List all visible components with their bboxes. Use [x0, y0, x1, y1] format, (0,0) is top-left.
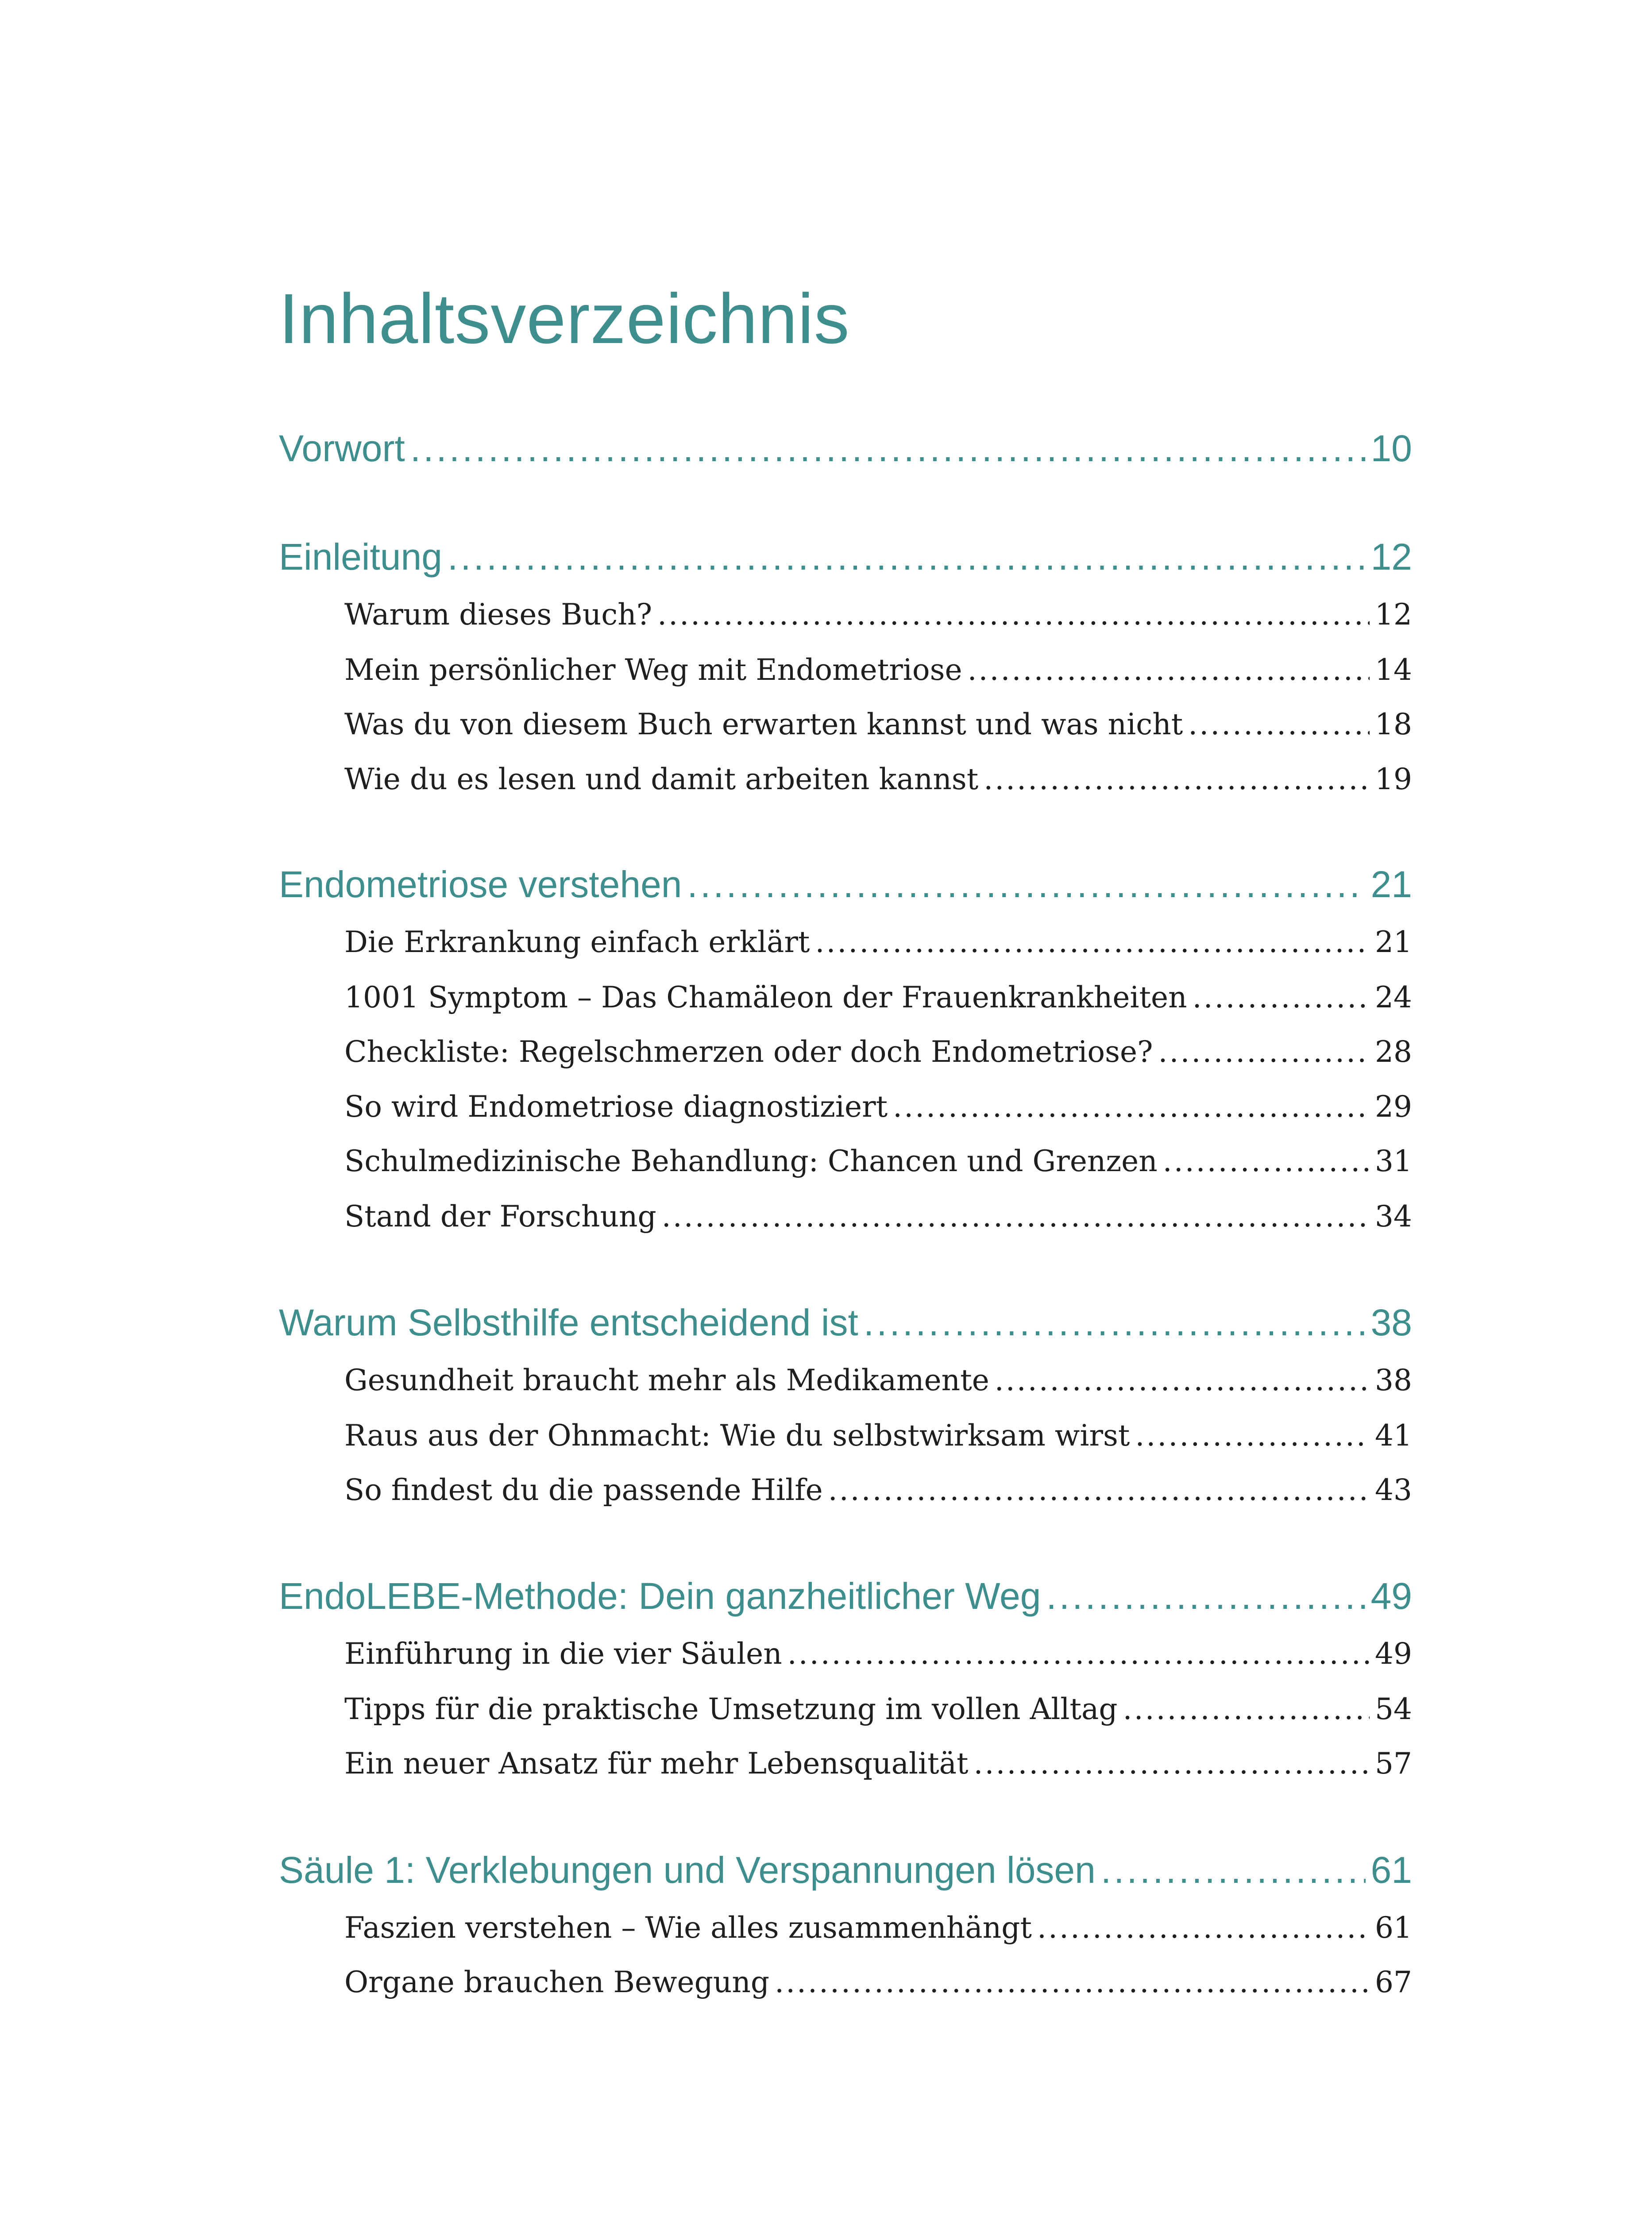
- dot-leader: [864, 1301, 1366, 1344]
- section-title: Ein neuer Ansatz für mehr Lebensqualität: [344, 1746, 969, 1781]
- section-title: 1001 Symptom – Das Chamäleon der Frauenkrankheiten: [344, 980, 1187, 1014]
- section-title: Checkliste: Regelschmerzen oder doch Endometriose?: [344, 1035, 1153, 1069]
- dot-leader: [662, 1199, 1370, 1234]
- section-page-number: 49: [1375, 1637, 1412, 1671]
- section-title: Was du von diesem Buch erwarten kannst und was nicht: [344, 707, 1183, 741]
- section-title: Tipps für die praktische Umsetzung im vollen Alltag: [344, 1692, 1118, 1726]
- toc-section[interactable]: [344, 1473, 1412, 1507]
- dot-leader: [893, 1090, 1370, 1124]
- section-title: Organe brauchen Bewegung: [344, 1965, 770, 1999]
- dot-leader: [828, 1473, 1370, 1507]
- dot-leader: [984, 762, 1370, 796]
- chapter-page-number: 12: [1370, 536, 1412, 578]
- dot-leader: [1046, 1575, 1365, 1618]
- dot-leader: [410, 427, 1366, 470]
- toc-section[interactable]: [344, 1692, 1412, 1726]
- toc-chapter[interactable]: [279, 536, 1412, 578]
- section-page-number: 57: [1375, 1746, 1412, 1781]
- chapter-page-number: 61: [1370, 1849, 1412, 1891]
- toc-section[interactable]: [344, 653, 1412, 687]
- dot-leader: [995, 1363, 1370, 1397]
- toc-chapter[interactable]: [279, 863, 1412, 906]
- toc-section[interactable]: [344, 1419, 1412, 1453]
- toc-section[interactable]: [344, 1637, 1412, 1671]
- toc-chapter[interactable]: [279, 427, 1412, 470]
- toc-section[interactable]: [344, 1090, 1412, 1124]
- section-title: So wird Endometriose diagnostiziert: [344, 1090, 888, 1124]
- section-page-number: 41: [1375, 1419, 1412, 1453]
- section-title: Warum dieses Buch?: [344, 598, 652, 632]
- dot-leader: [1101, 1849, 1366, 1892]
- dot-leader: [1193, 980, 1370, 1014]
- toc-section[interactable]: [344, 1363, 1412, 1397]
- chapter-title: Säule 1: Verklebungen und Verspannungen lösen: [279, 1849, 1096, 1891]
- toc-section[interactable]: [344, 762, 1412, 796]
- section-page-number: 67: [1375, 1965, 1412, 1999]
- section-title: Mein persönlicher Weg mit Endometriose: [344, 653, 962, 687]
- toc-section[interactable]: [344, 1911, 1412, 1945]
- toc-chapter[interactable]: [279, 1301, 1412, 1344]
- chapter-title: EndoLEBE-Methode: Dein ganzheitlicher Weg: [279, 1575, 1041, 1617]
- section-page-number: 28: [1375, 1035, 1412, 1069]
- section-page-number: 24: [1375, 980, 1412, 1014]
- dot-leader: [787, 1637, 1370, 1671]
- section-title: Einführung in die vier Säulen: [344, 1637, 782, 1671]
- dot-leader: [775, 1965, 1370, 1999]
- dot-leader: [968, 653, 1370, 687]
- toc-section[interactable]: [344, 707, 1412, 741]
- dot-leader: [1123, 1692, 1370, 1726]
- section-page-number: 43: [1375, 1473, 1412, 1507]
- dot-leader: [687, 863, 1366, 906]
- toc-section[interactable]: [344, 1035, 1412, 1069]
- section-title: Raus aus der Ohnmacht: Wie du selbstwirksam wirst: [344, 1419, 1130, 1453]
- section-title: Die Erkrankung einfach erklärt: [344, 925, 810, 959]
- toc-chapter[interactable]: [279, 1849, 1412, 1892]
- toc-section[interactable]: [344, 1144, 1412, 1178]
- toc-chapter[interactable]: [279, 1575, 1412, 1618]
- section-page-number: 54: [1375, 1692, 1412, 1726]
- section-title: Schulmedizinische Behandlung: Chancen und Grenzen: [344, 1144, 1158, 1178]
- toc-section[interactable]: [344, 925, 1412, 959]
- dot-leader: [815, 925, 1370, 959]
- chapter-page-number: 21: [1370, 864, 1412, 905]
- dot-leader: [1135, 1419, 1370, 1453]
- section-page-number: 19: [1375, 762, 1412, 796]
- chapter-title: Einleitung: [279, 536, 442, 578]
- dot-leader: [1158, 1035, 1370, 1069]
- toc-section[interactable]: [344, 1746, 1412, 1781]
- section-page-number: 38: [1375, 1363, 1412, 1397]
- section-title: Gesundheit braucht mehr als Medikamente: [344, 1363, 989, 1397]
- section-page-number: 29: [1375, 1090, 1412, 1124]
- section-page-number: 31: [1375, 1144, 1412, 1178]
- section-page-number: 12: [1375, 598, 1412, 632]
- toc-section[interactable]: [344, 1199, 1412, 1234]
- chapter-title: Warum Selbsthilfe entscheidend ist: [279, 1302, 858, 1343]
- chapter-page-number: 38: [1370, 1302, 1412, 1343]
- section-title: Wie du es lesen und damit arbeiten kannst: [344, 762, 979, 796]
- section-page-number: 61: [1375, 1911, 1412, 1945]
- dot-leader: [448, 536, 1366, 578]
- page-title: Inhaltsverzeichnis: [279, 279, 850, 358]
- dot-leader: [1163, 1144, 1370, 1178]
- section-title: Stand der Forschung: [344, 1199, 656, 1234]
- section-page-number: 21: [1375, 925, 1412, 959]
- dot-leader: [974, 1746, 1370, 1781]
- section-title: Faszien verstehen – Wie alles zusammenhängt: [344, 1911, 1032, 1945]
- dot-leader: [1037, 1911, 1370, 1945]
- chapter-page-number: 10: [1370, 428, 1412, 469]
- section-page-number: 14: [1375, 653, 1412, 687]
- section-title: So findest du die passende Hilfe: [344, 1473, 823, 1507]
- chapter-title: Endometriose verstehen: [279, 864, 682, 905]
- toc-section[interactable]: [344, 598, 1412, 632]
- section-page-number: 34: [1375, 1199, 1412, 1234]
- chapter-title: Vorwort: [279, 428, 405, 469]
- toc-section[interactable]: [344, 1965, 1412, 1999]
- dot-leader: [657, 598, 1370, 632]
- section-page-number: 18: [1375, 707, 1412, 741]
- toc-section[interactable]: [344, 980, 1412, 1014]
- chapter-page-number: 49: [1370, 1575, 1412, 1617]
- dot-leader: [1188, 707, 1370, 741]
